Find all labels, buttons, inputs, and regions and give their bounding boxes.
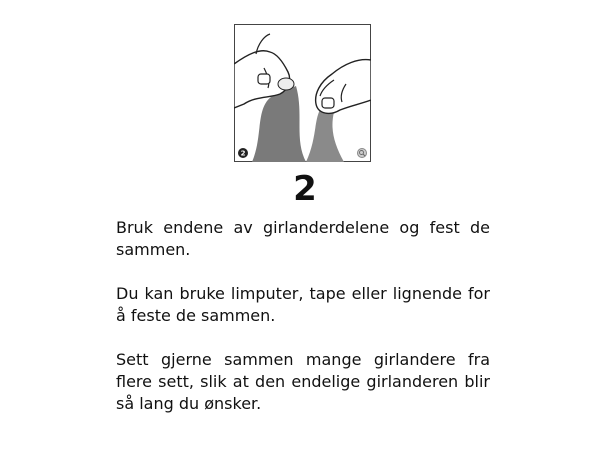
instruction-illustration xyxy=(234,24,371,162)
instruction-paragraph-3: Sett gjerne sammen mange girlandere fra flere sett, slik at den endelige girlanderen blir så lang du ønsker. xyxy=(116,350,490,413)
instruction-paragraph-2: Du kan bruke limputer, tape eller lignende for å feste de sammen. xyxy=(116,284,490,325)
magnifier-icon xyxy=(358,149,367,158)
left-thumbnail xyxy=(258,74,270,84)
instructions xyxy=(116,217,490,437)
adhesive-pad xyxy=(278,78,294,90)
right-thumbnail xyxy=(322,98,334,108)
step-number: 2 xyxy=(293,169,317,209)
instruction-paragraph-1: Bruk endene av girlanderdelene og fest de sammen. xyxy=(116,218,490,259)
hands-joining-garland-illustration xyxy=(234,24,371,162)
step-badge-number: 2 xyxy=(240,149,246,158)
